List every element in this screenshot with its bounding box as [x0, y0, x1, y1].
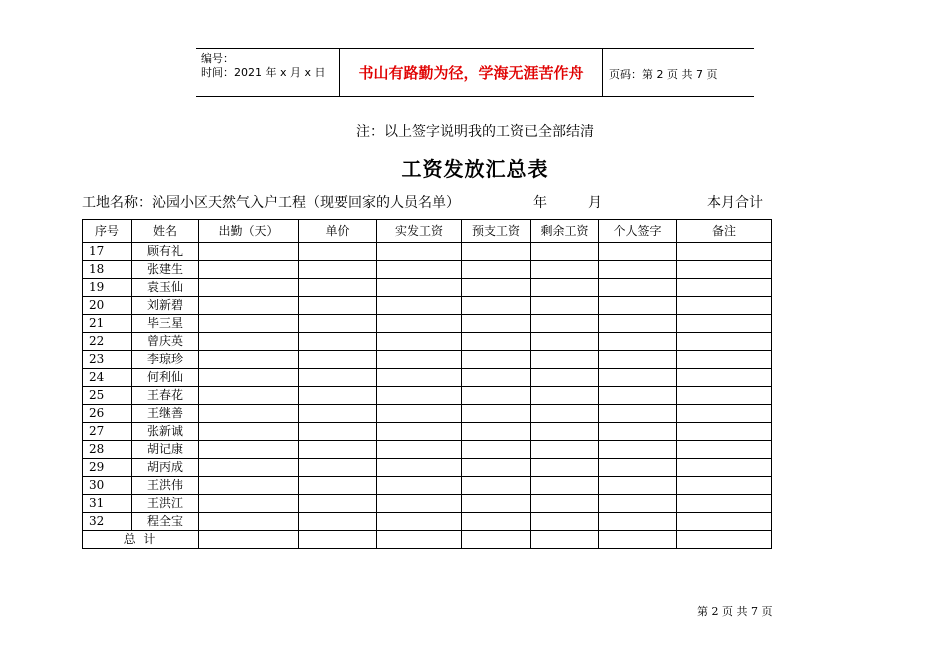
- table-total-row: [83, 531, 772, 549]
- table-cell: [377, 333, 462, 351]
- table-cell: [599, 279, 677, 297]
- table-cell: [299, 387, 377, 405]
- worker-name: 程全宝: [132, 513, 199, 531]
- table-cell: [599, 297, 677, 315]
- worker-name: 胡丙成: [132, 459, 199, 477]
- table-cell: [677, 513, 772, 531]
- table-cell: [462, 261, 531, 279]
- table-cell: [462, 495, 531, 513]
- table-cell: [599, 405, 677, 423]
- table-row: [83, 513, 772, 531]
- worker-name: 王继善: [132, 405, 199, 423]
- table-row: [83, 261, 772, 279]
- table-cell: [199, 459, 299, 477]
- row-number: 23: [83, 351, 132, 369]
- worker-name: 袁玉仙: [132, 279, 199, 297]
- table-cell: [462, 405, 531, 423]
- worker-name: 张建生: [132, 261, 199, 279]
- table-cell: [531, 477, 599, 495]
- header-page-code: 页码：第 2 页 共 7 页: [609, 68, 718, 81]
- table-cell: [599, 459, 677, 477]
- table-cell: [199, 351, 299, 369]
- table-cell: [377, 369, 462, 387]
- table-cell: [199, 387, 299, 405]
- worker-name: 曾庆英: [132, 333, 199, 351]
- table-cell: [599, 351, 677, 369]
- table-cell: [299, 531, 377, 549]
- total-label: 总 计: [83, 531, 199, 549]
- table-cell: [199, 477, 299, 495]
- table-cell: [677, 531, 772, 549]
- site-month-label: 月: [588, 195, 602, 211]
- table-cell: [299, 513, 377, 531]
- table-cell: [199, 279, 299, 297]
- column-header: 序号: [83, 220, 132, 243]
- table-cell: [299, 315, 377, 333]
- row-number: 17: [83, 243, 132, 261]
- table-cell: [531, 423, 599, 441]
- table-cell: [531, 405, 599, 423]
- table-cell: [299, 333, 377, 351]
- header-number-label: 编号：: [201, 52, 234, 65]
- table-cell: [677, 495, 772, 513]
- table-cell: [199, 261, 299, 279]
- table-cell: [462, 477, 531, 495]
- table-cell: [531, 441, 599, 459]
- table-cell: [531, 495, 599, 513]
- table-cell: [377, 387, 462, 405]
- table-cell: [531, 459, 599, 477]
- table-header-row: [83, 220, 772, 243]
- page-title: 工资发放汇总表: [401, 157, 549, 181]
- table-cell: [377, 513, 462, 531]
- table-cell: [462, 459, 531, 477]
- table-cell: [377, 495, 462, 513]
- table-cell: [377, 297, 462, 315]
- row-number: 22: [83, 333, 132, 351]
- table-cell: [462, 243, 531, 261]
- table-cell: [462, 279, 531, 297]
- row-number: 20: [83, 297, 132, 315]
- table-cell: [199, 405, 299, 423]
- table-cell: [462, 333, 531, 351]
- table-cell: [599, 513, 677, 531]
- table-cell: [599, 333, 677, 351]
- table-row: [83, 351, 772, 369]
- worker-name: 毕三星: [132, 315, 199, 333]
- header-motto: 书山有路勤为径，学海无涯苦作舟: [358, 64, 584, 82]
- table-cell: [677, 351, 772, 369]
- table-cell: [299, 351, 377, 369]
- table-cell: [462, 531, 531, 549]
- table-cell: [677, 477, 772, 495]
- table-cell: [199, 495, 299, 513]
- table-row: [83, 369, 772, 387]
- table-cell: [377, 531, 462, 549]
- table-cell: [462, 297, 531, 315]
- table-cell: [677, 333, 772, 351]
- site-name-label: 工地名称：沁园小区天然气入户工程（现要回家的人员名单）: [82, 195, 460, 211]
- table-cell: [599, 477, 677, 495]
- header-time-label: 时间：2021 年 x 月 x 日: [201, 66, 326, 79]
- table-cell: [377, 459, 462, 477]
- table-cell: [531, 315, 599, 333]
- worker-name: 何利仙: [132, 369, 199, 387]
- worker-name: 王洪江: [132, 495, 199, 513]
- table-row: [83, 423, 772, 441]
- table-cell: [677, 261, 772, 279]
- row-number: 19: [83, 279, 132, 297]
- header-top-rule: [196, 48, 754, 49]
- table-row: [83, 333, 772, 351]
- wage-table: [82, 219, 772, 549]
- row-number: 27: [83, 423, 132, 441]
- table-row: [83, 387, 772, 405]
- row-number: 24: [83, 369, 132, 387]
- table-cell: [462, 315, 531, 333]
- table-cell: [599, 315, 677, 333]
- table-cell: [299, 369, 377, 387]
- table-cell: [377, 279, 462, 297]
- site-year-label: 年: [533, 195, 547, 211]
- table-cell: [677, 387, 772, 405]
- table-cell: [199, 423, 299, 441]
- table-cell: [299, 495, 377, 513]
- table-cell: [531, 333, 599, 351]
- table-row: [83, 297, 772, 315]
- table-cell: [599, 387, 677, 405]
- table-row: [83, 405, 772, 423]
- column-header: 实发工资: [377, 220, 462, 243]
- table-cell: [599, 243, 677, 261]
- table-cell: [299, 297, 377, 315]
- row-number: 29: [83, 459, 132, 477]
- header-bottom-rule: [196, 96, 754, 97]
- table-cell: [677, 279, 772, 297]
- table-row: [83, 243, 772, 261]
- row-number: 30: [83, 477, 132, 495]
- table-cell: [299, 243, 377, 261]
- table-cell: [199, 333, 299, 351]
- row-number: 21: [83, 315, 132, 333]
- table-cell: [199, 297, 299, 315]
- table-cell: [299, 279, 377, 297]
- table-cell: [531, 279, 599, 297]
- table-cell: [599, 423, 677, 441]
- table-cell: [377, 423, 462, 441]
- table-cell: [677, 369, 772, 387]
- table-cell: [377, 315, 462, 333]
- table-cell: [199, 513, 299, 531]
- table-cell: [299, 405, 377, 423]
- table-cell: [531, 297, 599, 315]
- table-row: [83, 459, 772, 477]
- table-cell: [199, 531, 299, 549]
- table-row: [83, 315, 772, 333]
- column-header: 备注: [677, 220, 772, 243]
- month-total-label: 本月合计: [707, 195, 763, 211]
- table-cell: [531, 387, 599, 405]
- table-cell: [531, 261, 599, 279]
- row-number: 32: [83, 513, 132, 531]
- table-cell: [599, 261, 677, 279]
- table-cell: [377, 405, 462, 423]
- table-cell: [377, 243, 462, 261]
- column-header: 个人签字: [599, 220, 677, 243]
- table-cell: [531, 351, 599, 369]
- worker-name: 胡记康: [132, 441, 199, 459]
- table-cell: [462, 513, 531, 531]
- table-cell: [677, 459, 772, 477]
- table-cell: [531, 243, 599, 261]
- settlement-note: 注：以上签字说明我的工资已全部结清: [356, 124, 594, 140]
- column-header: 单价: [299, 220, 377, 243]
- row-number: 26: [83, 405, 132, 423]
- table-cell: [377, 351, 462, 369]
- row-number: 25: [83, 387, 132, 405]
- table-cell: [462, 351, 531, 369]
- table-cell: [299, 459, 377, 477]
- table-cell: [199, 243, 299, 261]
- table-row: [83, 441, 772, 459]
- worker-name: 张新诚: [132, 423, 199, 441]
- table-row: [83, 495, 772, 513]
- worker-name: 王春花: [132, 387, 199, 405]
- table-cell: [599, 531, 677, 549]
- worker-name: 李琼珍: [132, 351, 199, 369]
- table-cell: [599, 495, 677, 513]
- worker-name: 刘新碧: [132, 297, 199, 315]
- table-row: [83, 477, 772, 495]
- table-cell: [462, 423, 531, 441]
- column-header: 剩余工资: [531, 220, 599, 243]
- table-cell: [677, 243, 772, 261]
- table-cell: [677, 441, 772, 459]
- table-cell: [462, 441, 531, 459]
- column-header: 姓名: [132, 220, 199, 243]
- column-header: 出勤（天）: [199, 220, 299, 243]
- table-cell: [377, 441, 462, 459]
- worker-name: 王洪伟: [132, 477, 199, 495]
- table-cell: [531, 369, 599, 387]
- table-cell: [599, 369, 677, 387]
- table-cell: [199, 315, 299, 333]
- page-footer: 第 2 页 共 7 页: [697, 605, 773, 618]
- table-cell: [462, 387, 531, 405]
- worker-name: 顾有礼: [132, 243, 199, 261]
- table-row: [83, 279, 772, 297]
- header-divider-right: [602, 48, 603, 97]
- row-number: 28: [83, 441, 132, 459]
- table-cell: [462, 369, 531, 387]
- column-header: 预支工资: [462, 220, 531, 243]
- row-number: 31: [83, 495, 132, 513]
- table-cell: [677, 315, 772, 333]
- table-cell: [677, 297, 772, 315]
- table-cell: [299, 261, 377, 279]
- table-cell: [599, 441, 677, 459]
- table-cell: [299, 477, 377, 495]
- table-cell: [677, 423, 772, 441]
- row-number: 18: [83, 261, 132, 279]
- table-cell: [299, 441, 377, 459]
- table-cell: [531, 513, 599, 531]
- table-cell: [199, 369, 299, 387]
- table-cell: [299, 423, 377, 441]
- table-cell: [531, 531, 599, 549]
- table-cell: [677, 405, 772, 423]
- table-cell: [377, 261, 462, 279]
- table-cell: [199, 441, 299, 459]
- table-cell: [377, 477, 462, 495]
